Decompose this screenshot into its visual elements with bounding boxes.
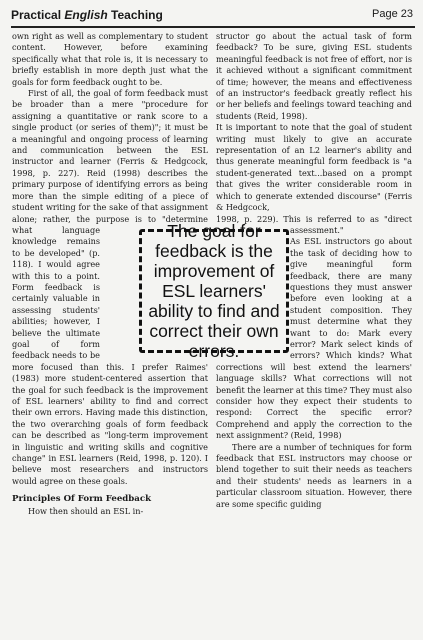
pull-quote-text: The goal for feedback is the improvement of ESL learners' ability to find and correct their own errors. (148, 221, 280, 361)
paragraph: It is important to note that the goal of student writing must likely to give an accurate representation of an L2 learner's ability and thus generate meaningful form feedback is "a student-generated text...based on a prompt that gives the writer considerable room in which to generate extended discourse" (Ferris & Hedgcock, (216, 122, 412, 213)
page-number: Page 23 (372, 8, 413, 20)
paragraph: 1998, p. 229). This is referred to as "direct assessment." (216, 213, 412, 235)
journal-title-part-3: Teaching (107, 8, 163, 22)
journal-title-part-1: Practical (11, 8, 65, 22)
paragraph: As ESL instructors go about the task of deciding how to give meaningful form feedback, there are many questions they must answer before even looking at a student composition. They must determine what they want to do: Mark every error? Mark select kinds of errors? Which kinds? What corrections will best extend the learners' language skills? What corrections will not benefit the learner at this time? They must also consider how they expect their students to respond: Correct the specific error? Comprehend and apply the correction to the next assignment? (Reid, 1998) (216, 236, 412, 441)
running-header (11, 8, 415, 28)
pull-quote (139, 221, 289, 361)
section-heading: Principles Of Form Feedback (12, 494, 152, 505)
journal-title (11, 8, 163, 22)
paragraph: own right as well as complementary to student content. However, before examining specifically what that role is, it is necessary to briefly establish in more depth just what the goals for form feedback ought to be. (12, 31, 208, 87)
paragraph: There are a number of techniques for form feedback that ESL instructors may choose or blend together to suit their needs as teachers and their students' needs as learners in a particular classroom situation. However, there are some specific guiding (216, 441, 412, 509)
paragraph: structor go about the actual task of form feedback? To be sure, giving ESL students meaningful feedback is not free of effort, nor is it achieved without a significant commitment of time; however, the means and effectiveness of an instructor's feedback greatly reflect his or her beliefs and feelings toward teaching and students (Reid, 1998). (216, 31, 412, 121)
paragraph: First of all, the goal of form feedback must be broader than a mere "procedure for assigning a quantitative or rank score to a single product (or series of them)"; it must be a meaningful and ongoing process of learning and communication between the ESL instructor and learner (Ferris & Hedgcock, 1998, p. 227). Reid (1998) describes the primary purpose of identifying errors as being more than the simple editing of a piece of student writing for the sake of that assignment alone; rather, the purpose is to "determine what language knowledge remains to be developed" (p. 118). I would agree with this to a point. Form feedback is certainly valuable in assessing students' abilities; however, I believe the ultimate goal of form feedback needs to be more focused than this. I prefer Raimes' (1983) more student-centered assertion that the goal for such feedback is the improvement of ESL learners' ability to find and correct their own errors. Having made this distinction, the two overarching goals of form feedback can be described as "long-term improvement in linguistic and writing skills and cognitive change" in ESL learners (Reid, 1998, p. 120). I believe most researchers and instructors would agree on these goals. (12, 88, 208, 486)
journal-title-part-2: English (64, 8, 108, 22)
paragraph: How then should an ESL in- (28, 505, 144, 516)
